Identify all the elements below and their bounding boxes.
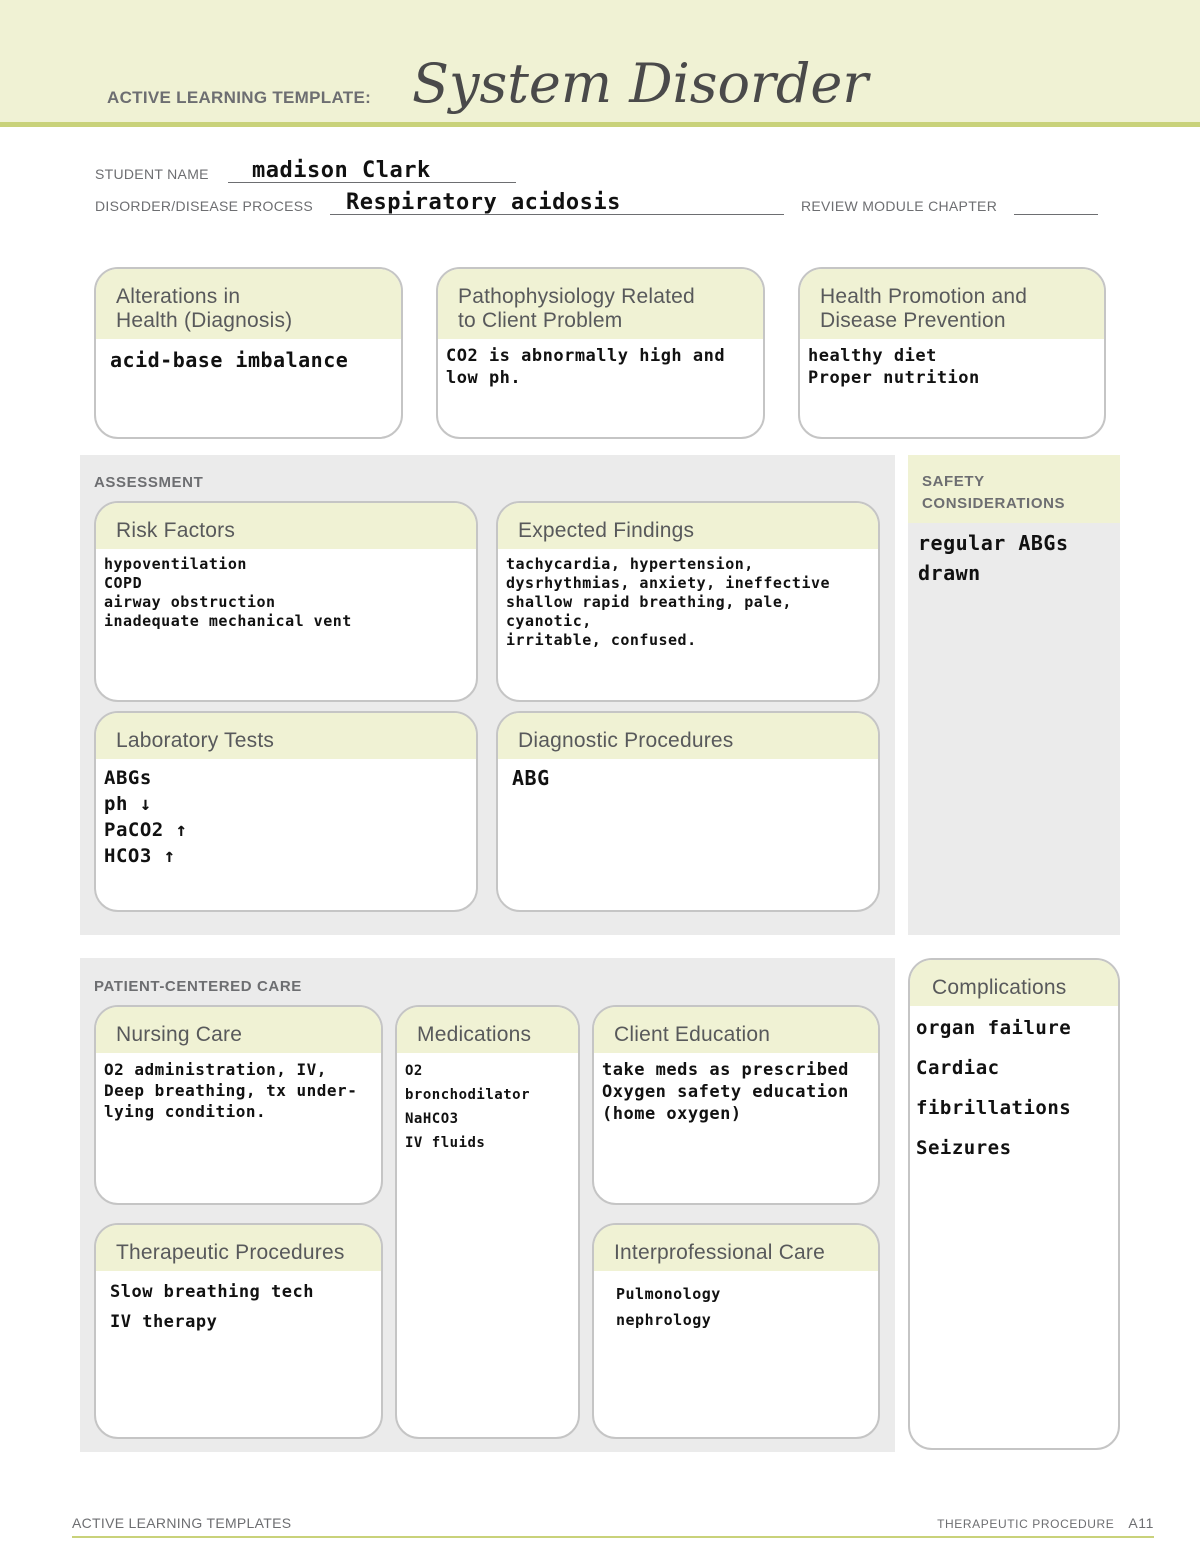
page-number: A11 bbox=[1128, 1515, 1154, 1531]
assessment-title: ASSESSMENT bbox=[94, 474, 204, 491]
review-module-label: REVIEW MODULE CHAPTER bbox=[801, 198, 998, 214]
diagnostic-procedures-title: Diagnostic Procedures bbox=[498, 713, 878, 759]
safety-content[interactable]: regular ABGs drawn bbox=[918, 531, 1069, 585]
template-label: ACTIVE LEARNING TEMPLATE: bbox=[107, 88, 372, 107]
diagnostic-procedures-card bbox=[496, 711, 880, 912]
expected-findings-card bbox=[496, 501, 880, 702]
therapeutic-procedures-card bbox=[94, 1223, 383, 1439]
risk-factors-card bbox=[94, 501, 478, 702]
nursing-care-content[interactable]: O2 administration, IV, Deep breathing, tx under- lying condition. bbox=[104, 1060, 358, 1121]
footer-right bbox=[937, 1515, 1154, 1531]
health-promotion-card bbox=[798, 267, 1106, 439]
medications-card bbox=[395, 1005, 580, 1439]
expected-findings-title: Expected Findings bbox=[498, 503, 878, 549]
safety-title: SAFETY CONSIDERATIONS bbox=[908, 455, 1120, 523]
disorder-value[interactable]: Respiratory acidosis bbox=[346, 190, 621, 215]
complications-content[interactable]: organ failure Cardiac fibrillations Seizures bbox=[916, 1017, 1072, 1159]
expected-findings-content[interactable]: tachycardia, hypertension, dysrhythmias, anxiety, ineffective shallow rapid breathing, pale, cyanotic, irritable, confused. bbox=[506, 555, 831, 649]
complications-title: Complications bbox=[910, 960, 1118, 1006]
disorder-label: DISORDER/DISEASE PROCESS bbox=[95, 198, 314, 214]
client-education-card bbox=[592, 1005, 880, 1205]
footer-divider bbox=[72, 1536, 1154, 1538]
student-name-label: STUDENT NAME bbox=[95, 166, 209, 182]
medications-title: Medications bbox=[397, 1007, 578, 1053]
alterations-content[interactable]: acid-base imbalance bbox=[110, 348, 349, 372]
footer-left: ACTIVE LEARNING TEMPLATES bbox=[72, 1515, 292, 1531]
header-divider bbox=[0, 122, 1200, 127]
risk-factors-content[interactable]: hypoventilation COPD airway obstruction inadequate mechanical vent bbox=[104, 555, 352, 630]
client-education-content[interactable]: take meds as prescribed Oxygen safety education (home oxygen) bbox=[602, 1060, 849, 1124]
laboratory-tests-card bbox=[94, 711, 478, 912]
diagnostic-procedures-content[interactable]: ABG bbox=[512, 766, 550, 790]
interprofessional-care-title: Interprofessional Care bbox=[594, 1225, 878, 1271]
laboratory-tests-content[interactable]: ABGs ph ↓ PaCO2 ↑ HCO3 ↑ bbox=[104, 767, 188, 867]
health-promotion-title: Health Promotion and Disease Prevention bbox=[800, 269, 1104, 339]
medications-content[interactable]: O2 bronchodilator NaHCO3 IV fluids bbox=[405, 1063, 531, 1151]
risk-factors-title: Risk Factors bbox=[96, 503, 476, 549]
alterations-title: Alterations in Health (Diagnosis) bbox=[96, 269, 401, 339]
therapeutic-procedures-content[interactable]: Slow breathing tech IV therapy bbox=[110, 1282, 314, 1332]
therapeutic-procedures-title: Therapeutic Procedures bbox=[96, 1225, 381, 1271]
laboratory-tests-title: Laboratory Tests bbox=[96, 713, 476, 759]
interprofessional-care-card bbox=[592, 1223, 880, 1439]
nursing-care-title: Nursing Care bbox=[96, 1007, 381, 1053]
client-education-title: Client Education bbox=[594, 1007, 878, 1053]
safety-region bbox=[908, 455, 1120, 935]
pathophysiology-title: Pathophysiology Related to Client Problem bbox=[438, 269, 763, 339]
alterations-card bbox=[94, 267, 403, 439]
student-name-value[interactable]: madison Clark bbox=[252, 158, 431, 183]
nursing-care-card bbox=[94, 1005, 383, 1205]
complications-card bbox=[908, 958, 1120, 1450]
footer-category: THERAPEUTIC PROCEDURE bbox=[937, 1517, 1115, 1531]
review-module-line bbox=[1014, 214, 1098, 215]
interprofessional-care-content[interactable]: Pulmonology nephrology bbox=[616, 1285, 721, 1329]
patient-centered-care-title: PATIENT-CENTERED CARE bbox=[94, 978, 302, 995]
template-title: System Disorder bbox=[412, 52, 869, 115]
pathophysiology-content[interactable]: CO2 is abnormally high and low ph. bbox=[446, 346, 726, 388]
pathophysiology-card bbox=[436, 267, 765, 439]
health-promotion-content[interactable]: healthy diet Proper nutrition bbox=[808, 346, 980, 388]
